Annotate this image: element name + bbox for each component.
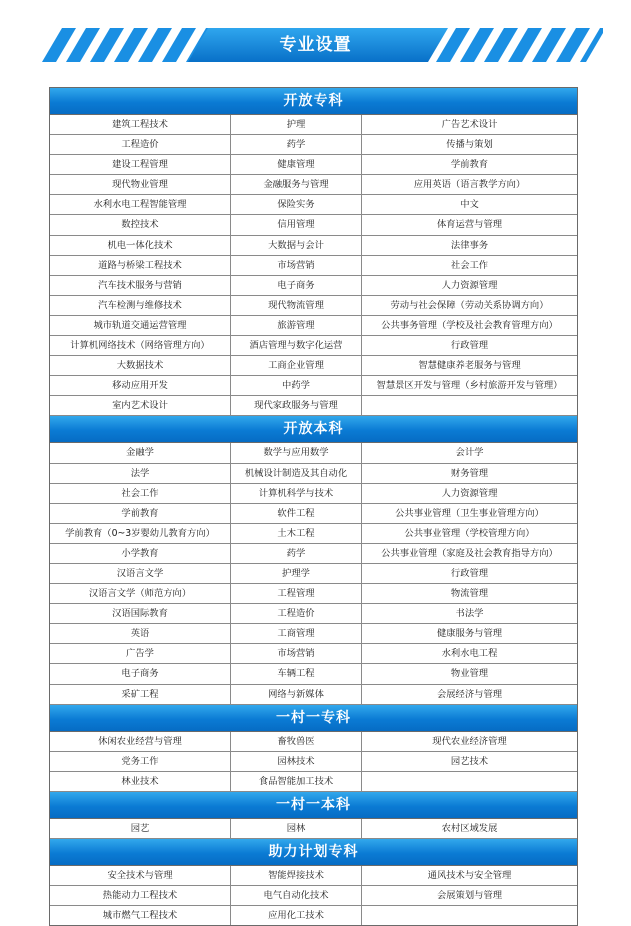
major-cell: 金融学 xyxy=(50,443,231,462)
major-cell: 社会工作 xyxy=(450,259,489,271)
table-row xyxy=(50,115,577,135)
major-cell: 学前教育 xyxy=(450,159,489,171)
major-cell: 法律事务 xyxy=(450,239,489,251)
major-cell: 书法学 xyxy=(455,608,484,620)
major-cell: 护理学 xyxy=(231,564,362,583)
major-cell xyxy=(362,906,577,925)
table-row xyxy=(50,443,577,463)
major-cell: 现代物流管理 xyxy=(231,296,362,315)
major-cell: 市场营销 xyxy=(231,256,362,275)
major-cell: 智慧健康养老服务与管理 xyxy=(418,360,521,372)
table-row xyxy=(50,906,577,925)
table-row xyxy=(50,564,577,584)
major-cell: 应用化工技术 xyxy=(231,906,362,925)
major-cell: 数控技术 xyxy=(50,215,231,234)
major-cell: 计算机网络技术（网络管理方向） xyxy=(50,336,231,355)
major-cell: 工程造价 xyxy=(231,604,362,623)
table-row xyxy=(50,276,577,296)
table-row xyxy=(50,752,577,772)
major-cell: 机械设计制造及其自动化 xyxy=(231,464,362,483)
major-cell: 公共事务管理（学校及社会教育管理方向） xyxy=(381,319,558,331)
major-cell: 市场营销 xyxy=(231,644,362,663)
major-cell: 电子商务 xyxy=(50,664,231,683)
table-row xyxy=(50,685,577,705)
major-cell: 人力资源管理 xyxy=(441,487,498,499)
major-cell: 软件工程 xyxy=(231,504,362,523)
major-cell: 移动应用开发 xyxy=(50,376,231,395)
major-cell: 水利水电工程智能管理 xyxy=(50,195,231,214)
table-row xyxy=(50,484,577,504)
major-cell xyxy=(362,396,577,415)
major-cell: 林业技术 xyxy=(50,772,231,791)
major-cell: 护理 xyxy=(231,115,362,134)
major-cell: 人力资源管理 xyxy=(441,279,498,291)
table-row xyxy=(50,886,577,906)
major-cell: 中药学 xyxy=(231,376,362,395)
major-cell: 劳动与社会保障（劳动关系协调方向） xyxy=(390,299,549,311)
table-row xyxy=(50,604,577,624)
table-row xyxy=(50,504,577,524)
major-cell: 广告艺术设计 xyxy=(441,119,498,130)
major-cell: 药学 xyxy=(231,135,362,154)
major-cell: 食品智能加工技术 xyxy=(231,772,362,791)
major-cell: 大数据技术 xyxy=(50,356,231,375)
major-cell: 药学 xyxy=(231,544,362,563)
major-cell: 园林技术 xyxy=(231,752,362,771)
major-cell: 法学 xyxy=(50,464,231,483)
major-cell: 传播与策划 xyxy=(446,139,493,151)
major-cell: 车辆工程 xyxy=(231,664,362,683)
major-cell: 采矿工程 xyxy=(50,685,231,704)
title-banner xyxy=(28,28,603,62)
table-row xyxy=(50,215,577,235)
major-cell: 汉语国际教育 xyxy=(50,604,231,623)
major-cell: 汽车检测与维修技术 xyxy=(50,296,231,315)
table-row xyxy=(50,175,577,195)
table-row xyxy=(50,819,577,839)
major-cell: 数学与应用数学 xyxy=(231,443,362,462)
major-cell: 学前教育（0~3岁婴幼儿教育方向） xyxy=(50,524,231,543)
major-cell: 电气自动化技术 xyxy=(231,886,362,905)
major-cell: 计算机科学与技术 xyxy=(231,484,362,503)
major-cell: 酒店管理与数字化运营 xyxy=(231,336,362,355)
table-row xyxy=(50,732,577,752)
major-cell: 智能焊接技术 xyxy=(231,866,362,885)
major-cell: 机电一体化技术 xyxy=(50,236,231,255)
major-cell: 道路与桥梁工程技术 xyxy=(50,256,231,275)
major-cell: 学前教育 xyxy=(50,504,231,523)
major-cell: 英语 xyxy=(50,624,231,643)
table-row xyxy=(50,396,577,416)
major-cell: 物业管理 xyxy=(450,668,489,680)
major-cell: 物流管理 xyxy=(450,588,489,600)
major-cell: 水利水电工程 xyxy=(441,648,498,660)
major-cell: 通风技术与安全管理 xyxy=(427,870,512,881)
major-cell: 网络与新媒体 xyxy=(231,685,362,704)
table-row xyxy=(50,524,577,544)
section-header: 开放本科 xyxy=(50,416,577,443)
major-cell: 旅游管理 xyxy=(231,316,362,335)
major-cell: 社会工作 xyxy=(50,484,231,503)
major-cell: 金融服务与管理 xyxy=(231,175,362,194)
major-cell: 公共事业管理（卫生事业管理方向） xyxy=(395,507,544,519)
major-cell: 园艺技术 xyxy=(450,755,489,767)
major-cell: 保险实务 xyxy=(231,195,362,214)
table-row xyxy=(50,772,577,792)
major-cell xyxy=(362,772,577,791)
major-cell: 广告学 xyxy=(50,644,231,663)
major-cell: 信用管理 xyxy=(231,215,362,234)
section-header: 一村一本科 xyxy=(50,792,577,819)
major-cell: 健康服务与管理 xyxy=(436,628,503,640)
major-cell: 工商企业管理 xyxy=(231,356,362,375)
table-row xyxy=(50,624,577,644)
table-row xyxy=(50,296,577,316)
table-row xyxy=(50,155,577,175)
major-cell: 电子商务 xyxy=(231,276,362,295)
major-cell: 工程造价 xyxy=(50,135,231,154)
table-row xyxy=(50,236,577,256)
major-cell: 城市轨道交通运营管理 xyxy=(50,316,231,335)
major-cell: 智慧景区开发与管理（乡村旅游开发与管理） xyxy=(376,380,563,392)
major-cell: 城市燃气工程技术 xyxy=(50,906,231,925)
table-row xyxy=(50,195,577,215)
major-cell: 土木工程 xyxy=(231,524,362,543)
table-row xyxy=(50,544,577,564)
major-cell: 健康管理 xyxy=(231,155,362,174)
major-cell: 工程管理 xyxy=(231,584,362,603)
table-row xyxy=(50,866,577,886)
major-cell: 建筑工程技术 xyxy=(50,115,231,134)
page-title: 专业设置 xyxy=(279,35,352,55)
table-row xyxy=(50,584,577,604)
major-cell: 园林 xyxy=(231,819,362,838)
major-cell: 大数据与会计 xyxy=(231,236,362,255)
major-cell: 室内艺术设计 xyxy=(50,396,231,415)
table-row xyxy=(50,256,577,276)
major-cell: 工商管理 xyxy=(231,624,362,643)
major-cell: 公共事业管理（家庭及社会教育指导方向） xyxy=(381,547,558,559)
table-row xyxy=(50,356,577,376)
table-row xyxy=(50,316,577,336)
major-cell: 现代农业经济管理 xyxy=(432,735,507,747)
major-cell: 体育运营与管理 xyxy=(436,219,503,231)
section-header: 助力计划专科 xyxy=(50,839,577,866)
major-cell: 园艺 xyxy=(50,819,231,838)
major-cell: 财务管理 xyxy=(450,467,489,479)
major-cell: 行政管理 xyxy=(450,340,489,352)
major-cell: 中文 xyxy=(460,199,479,211)
major-cell: 小学教育 xyxy=(50,544,231,563)
table-row xyxy=(50,464,577,484)
table-row xyxy=(50,644,577,664)
major-cell: 公共事业管理（学校管理方向） xyxy=(404,527,535,539)
section-header: 一村一专科 xyxy=(50,705,577,732)
major-cell: 会展策划与管理 xyxy=(436,890,503,902)
major-cell: 会计学 xyxy=(455,447,484,459)
major-cell: 畜牧兽医 xyxy=(231,732,362,751)
major-cell: 汉语言文学（师范方向） xyxy=(50,584,231,603)
major-cell: 会展经济与管理 xyxy=(436,688,503,700)
major-cell: 休闲农业经营与管理 xyxy=(50,732,231,751)
table-row xyxy=(50,376,577,396)
table-row xyxy=(50,135,577,155)
table-row xyxy=(50,336,577,356)
major-cell: 建设工程管理 xyxy=(50,155,231,174)
major-cell: 现代家政服务与管理 xyxy=(231,396,362,415)
major-cell: 现代物业管理 xyxy=(50,175,231,194)
major-cell: 安全技术与管理 xyxy=(50,866,231,885)
major-cell: 党务工作 xyxy=(50,752,231,771)
major-cell: 汽车技术服务与营销 xyxy=(50,276,231,295)
table-row xyxy=(50,664,577,684)
major-cell: 行政管理 xyxy=(450,567,489,579)
major-cell: 应用英语（语言教学方向） xyxy=(413,179,526,191)
major-cell: 热能动力工程技术 xyxy=(50,886,231,905)
majors-table xyxy=(49,87,578,926)
major-cell: 农村区域发展 xyxy=(441,822,498,834)
section-header: 开放专科 xyxy=(50,88,577,115)
major-cell: 汉语言文学 xyxy=(50,564,231,583)
